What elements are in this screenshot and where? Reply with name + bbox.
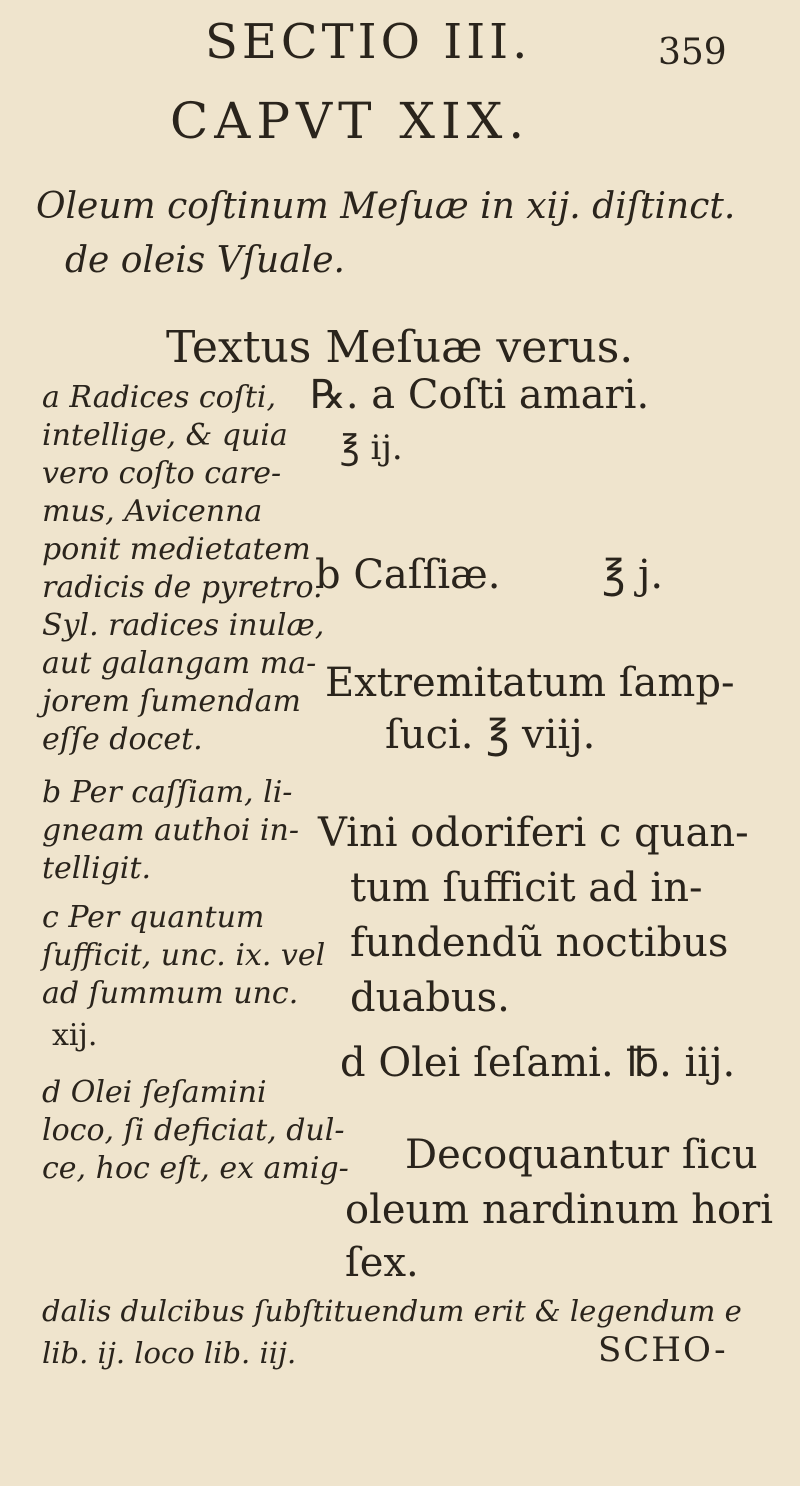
note-line: ad ſummum unc. bbox=[42, 976, 299, 1011]
recipe-line: ℥ ij. bbox=[340, 428, 403, 468]
title-line-2: de oleis Vſuale. bbox=[65, 240, 345, 281]
recipe-line: ſuci. ℥ viij. bbox=[385, 712, 596, 758]
note-line: loco, ſi deficiat, dul- bbox=[42, 1113, 345, 1148]
note-line: ſufficit, unc. ix. vel bbox=[42, 938, 326, 973]
note-line: gneam authoi in- bbox=[42, 813, 299, 848]
catchword: SCHO- bbox=[598, 1330, 728, 1370]
recipe-line: oleum nardinum hori bbox=[345, 1187, 774, 1233]
note-line: ponit medietatem bbox=[42, 532, 311, 567]
recipe-line: d Olei ſeſami. ℔. iij. bbox=[340, 1040, 736, 1086]
note-line: intellige, & quia bbox=[42, 418, 288, 453]
recipe-line: Vini odoriferi c quan- bbox=[318, 810, 749, 856]
note-line: eſſe docet. bbox=[42, 722, 203, 757]
page-number: 359 bbox=[658, 32, 727, 73]
title-line-1: Oleum coſtinum Meſuæ in xij. diſtinct. bbox=[36, 186, 736, 227]
recipe-line: fundendũ noctibus bbox=[350, 920, 729, 966]
note-line: ce, hoc eſt, ex amig- bbox=[42, 1151, 349, 1186]
recipe-line: Decoquantur ſicu bbox=[405, 1132, 758, 1178]
note-line: jorem ſumendam bbox=[42, 684, 301, 719]
subheading: Textus Meſuæ verus. bbox=[166, 322, 634, 373]
note-line: d Olei ſeſamini bbox=[42, 1075, 267, 1110]
note-line: xij. bbox=[52, 1018, 98, 1053]
footer-line-1: dalis dulcibus ſubſtituendum erit & legendum e bbox=[42, 1294, 742, 1328]
note-line: mus, Avicenna bbox=[42, 494, 263, 529]
recipe-line: ℞. a Coſti amari. bbox=[310, 372, 650, 418]
note-line: a Radices coſti, bbox=[42, 380, 277, 415]
recipe-line: ſex. bbox=[345, 1240, 419, 1286]
note-line: c Per quantum bbox=[42, 900, 265, 935]
recipe-line: Extremitatum ſamp- bbox=[325, 660, 735, 706]
running-head: SECTIO III. bbox=[205, 14, 532, 70]
note-line: telligit. bbox=[42, 851, 151, 886]
recipe-line: duabus. bbox=[350, 975, 510, 1021]
note-line: Syl. radices inulæ, bbox=[42, 608, 325, 643]
note-line: b Per caſſiam, li- bbox=[42, 775, 293, 810]
note-line: radicis de pyretro. bbox=[42, 570, 323, 605]
note-line: vero coſto care- bbox=[42, 456, 282, 491]
chapter-heading: CAPVT XIX. bbox=[170, 92, 531, 150]
recipe-line: tum ſufficit ad in- bbox=[350, 865, 703, 911]
note-line: aut galangam ma- bbox=[42, 646, 317, 681]
recipe-line: b Caſſiæ. ℥ j. bbox=[315, 552, 664, 598]
footer-line-2: lib. ij. loco lib. iij. bbox=[42, 1336, 297, 1370]
